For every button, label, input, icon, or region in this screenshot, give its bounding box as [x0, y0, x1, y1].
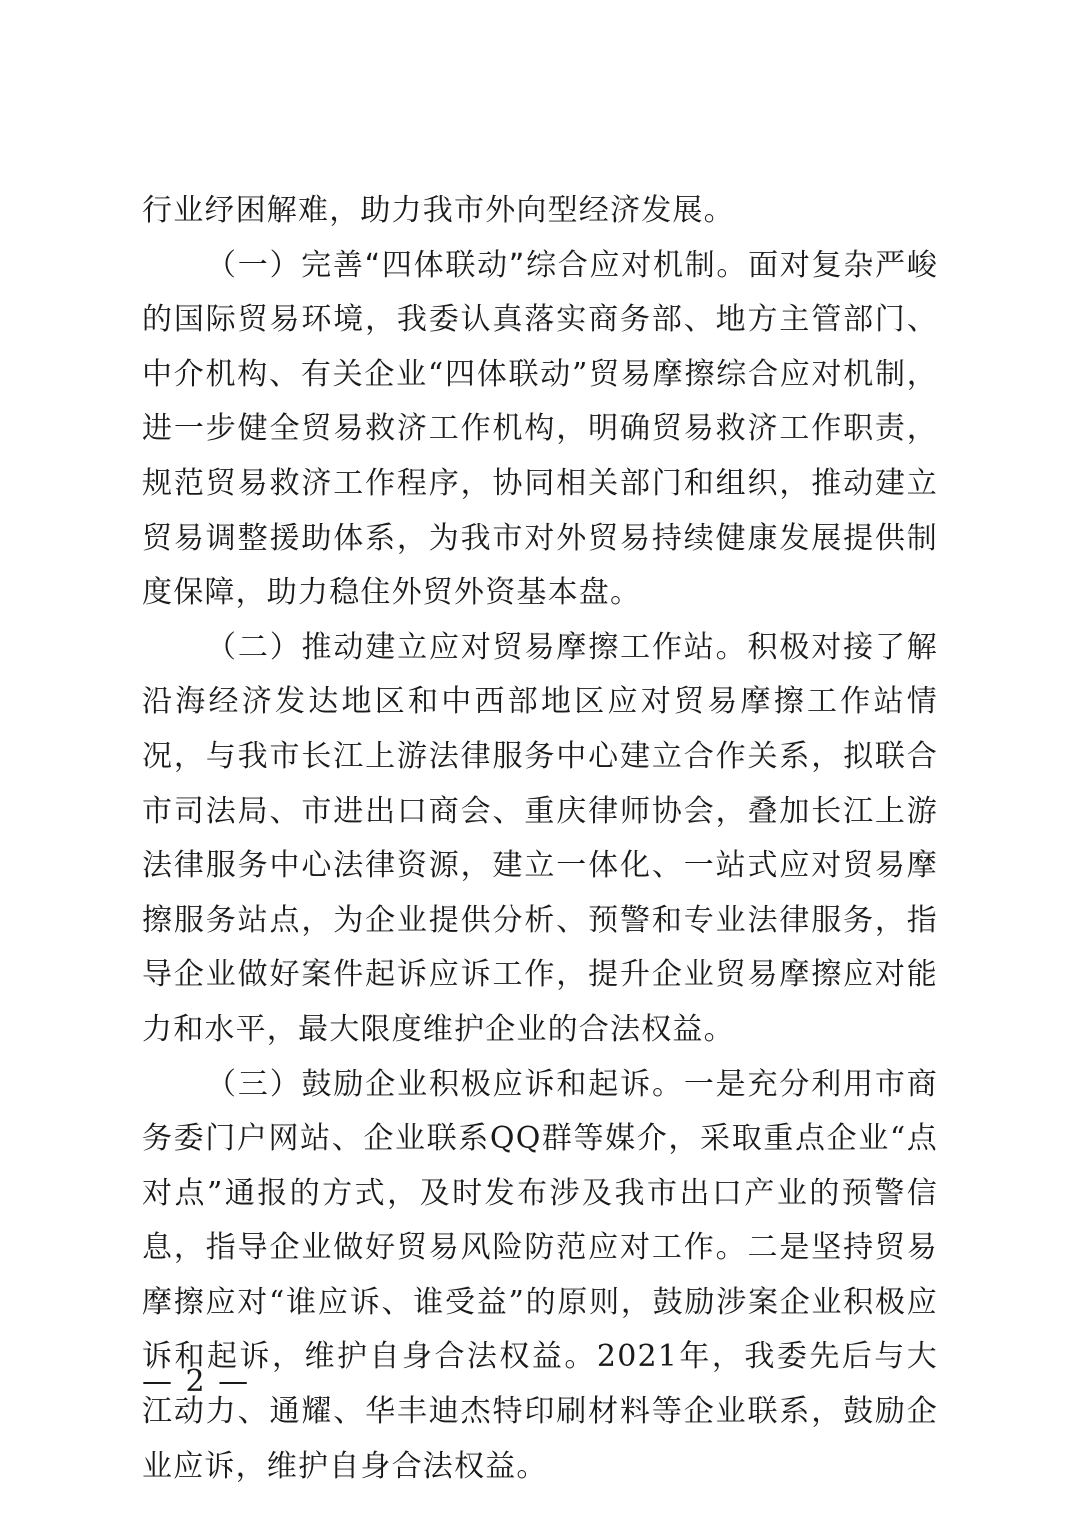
paragraph-text: 积极对接了解沿海经济发达地区和中西部地区应对贸易摩擦工作站情况，与我市长江上游法律服务中心建立合作关系，拟联合市司法局、市进出口商会、重庆律师协会，叠加长江上游法律服务中心法律资源，建立一体化、一站式应对贸易摩擦服务站点，为企业提供分析、预警和专业法律服务，指导企业做好案件起诉应诉工作，提升企业贸易摩擦应对能力和水平，最大限度维护企业的合法权益。	[142, 629, 939, 1047]
paragraph-section-3	[142, 1058, 938, 1495]
section-heading: （一）完善“四体联动”综合应对机制。	[206, 247, 749, 283]
paragraph-text: 面对复杂严峻的国际贸易环境，我委认真落实商务部、地方主管部门、中介机构、有关企业“四体联动”贸易摩擦综合应对机制，进一步健全贸易救济工作机构，明确贸易救济工作职责，规范贸易救济工作程序，协同相关部门和组织，推动建立贸易调整援助体系，为我市对外贸易持续健康发展提供制度保障，助力稳住外贸外资基本盘。	[142, 247, 939, 611]
paragraph-text: 行业纾困解难，助力我市外向型经济发展。	[142, 193, 735, 228]
paragraph-continuation	[142, 184, 938, 239]
paragraph-text: 一是充分利用市商务委门户网站、企业联系QQ群等媒介，采取重点企业“点对点”通报的方式，及时发布涉及我市出口产业的预警信息，指导企业做好贸易风险防范应对工作。二是坚持贸易摩擦应对“谁应诉、谁受益”的原则，鼓励涉案企业积极应诉和起诉，维护自身合法权益。2021年，我委先后与大江动力、通耀、华丰迪杰特印刷材料等企业联系，鼓励企业应诉，维护自身合法权益。	[142, 1066, 938, 1484]
section-heading: （三）鼓励企业积极应诉和起诉。	[206, 1066, 684, 1102]
document-body	[142, 184, 938, 1494]
section-heading: （二）推动建立应对贸易摩擦工作站。	[206, 629, 748, 665]
paragraph-section-1	[142, 239, 938, 621]
paragraph-section-2	[142, 621, 938, 1058]
page-number: — 2 —	[142, 1364, 251, 1399]
